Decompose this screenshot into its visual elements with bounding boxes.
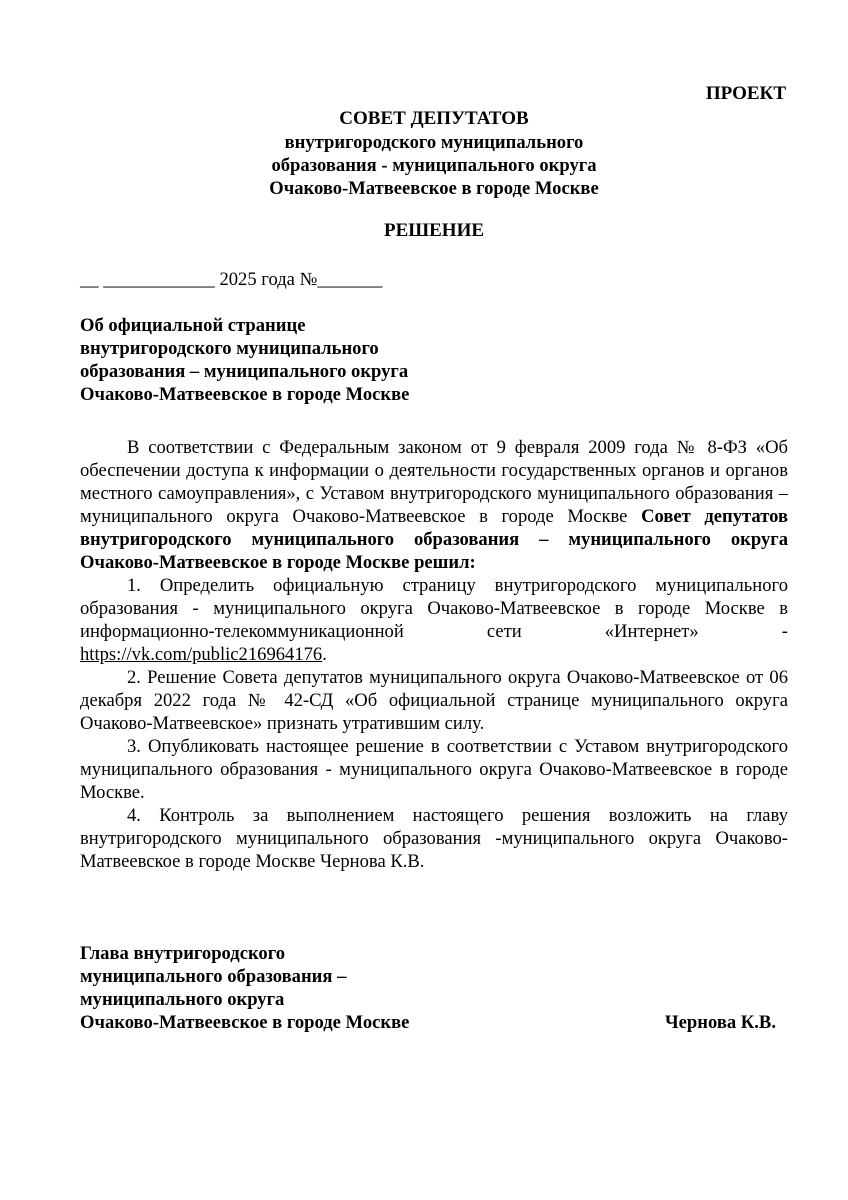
date-number-line: __ ____________ 2025 года №_______ (80, 269, 383, 290)
item-1 (80, 574, 788, 666)
subject-line: внутригородского муниципального (80, 338, 379, 359)
item-3: 3. Опубликовать настоящее решение в соответствии с Уставом внутригородского муниципального образования - муниципального округа Очаково-Матвеевское в городе Москве. (80, 736, 788, 803)
signature-block (80, 942, 788, 1034)
item-1-text: 1. Определить официальную страницу внутригородского муниципального образования - муниципального округа Очаково-Матвеевское в городе Москве в информационно-телекоммуникационной сети «Интернет» - (80, 575, 788, 642)
document-type: РЕШЕНИЕ (383, 220, 485, 241)
subject-heading (80, 314, 600, 406)
council-title: СОВЕТ ДЕПУТАТОВ (339, 108, 529, 129)
preamble-paragraph (80, 436, 788, 574)
signature-line: Глава внутригородского (80, 943, 285, 964)
item-2: 2. Решение Совета депутатов муниципального округа Очаково-Матвеевское от 06 декабря 2022 года № 42-СД «Об официальной странице муниципального округа Очаково-Матвеевское» признать утратившим силу. (80, 667, 788, 734)
document-body (80, 436, 788, 873)
header-line: внутригородского муниципального (284, 132, 584, 153)
signatory-name: Чернова К.В. (665, 1012, 776, 1033)
signature-final-row (80, 1011, 788, 1034)
subject-line: Очаково-Матвеевское в городе Москве (80, 384, 410, 405)
official-page-link[interactable]: https://vk.com/public216964176 (80, 644, 323, 665)
header-line: образования - муниципального округа (271, 155, 597, 176)
subject-line: Об официальной странице (80, 315, 306, 336)
draft-mark: ПРОЕКТ (705, 83, 786, 104)
signature-line: муниципального образования – (80, 966, 347, 987)
signature-line: муниципального округа (80, 989, 285, 1010)
item-1-end: . (322, 644, 327, 665)
subject-line: образования – муниципального округа (80, 361, 409, 382)
preamble-text: В соответствии с Федеральным законом от 9 февраля 2009 года № 8-ФЗ «Об обеспечении доступа к информации о деятельности государственных органов и органов местного самоуправления», с Уставом внутригородского муниципального образования – муниципального округа Очаково-Матвеевское в городе Москве (80, 437, 788, 527)
item-4: 4. Контроль за выполнением настоящего решения возложить на главу внутригородского муниципального образования -муниципального округа Очаково-Матвеевское в городе Москве Чернова К.В. (80, 805, 788, 872)
header-line: Очаково-Матвеевское в городе Москве (269, 178, 599, 199)
preamble-resolution: Совет депутатов внутригородского муниципального образования – муниципального округа Очаково-Матвеевское в городе Москве решил: (80, 506, 788, 573)
issuer-header (80, 107, 788, 200)
signature-line: Очаково-Матвеевское в городе Москве (80, 1012, 410, 1033)
